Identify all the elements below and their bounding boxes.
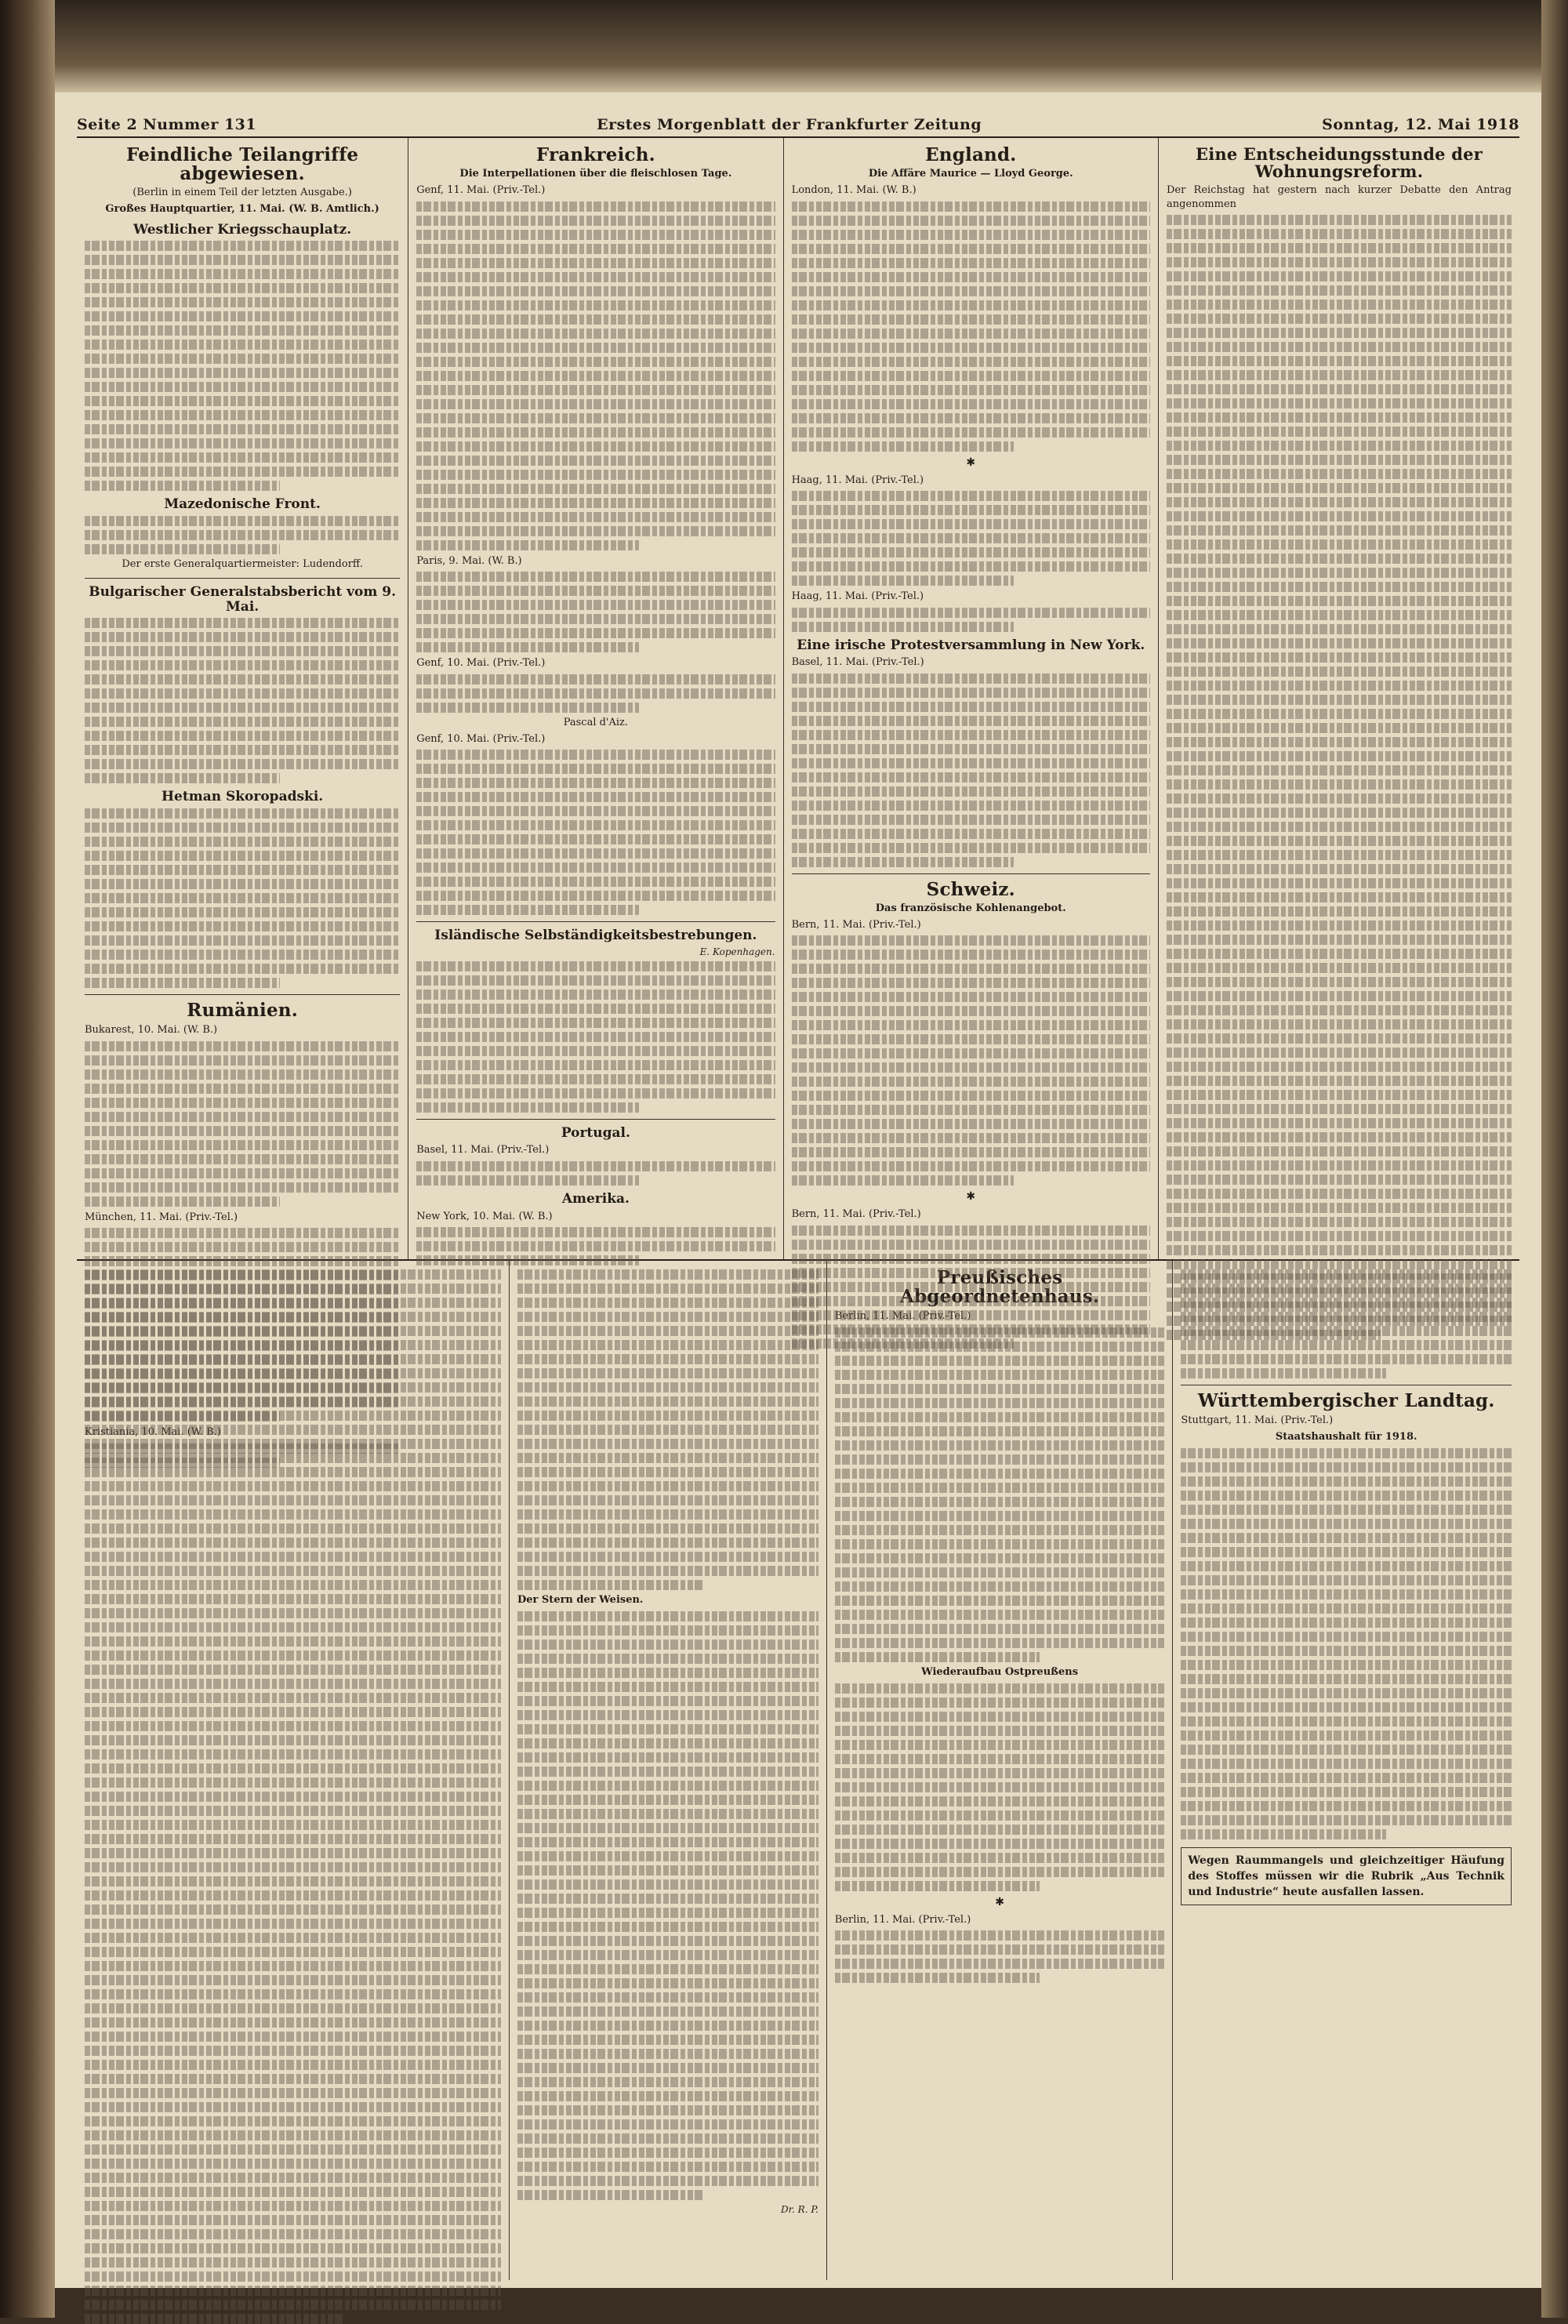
dateline: Haag, 11. Mai. (Priv.-Tel.) xyxy=(791,474,924,486)
dateline: London, 11. Mai. (W. B.) xyxy=(791,184,916,197)
dateline: Berlin, 11. Mai. (Priv.-Tel.) xyxy=(834,1913,971,1926)
article-title: Eine irische Protestversammlung in New York. xyxy=(797,637,1145,653)
article-subtitle: Wiederaufbau Ostpreußens xyxy=(921,1665,1079,1678)
separator-star-icon: ✱ xyxy=(966,1190,976,1204)
article-title: Feindliche Teilangriffe abgewiesen. xyxy=(125,144,359,185)
dateline: Kristiania, 10. Mai. (W. B.) xyxy=(85,1426,221,1439)
article-title: Rumänien. xyxy=(187,1000,298,1022)
article-subtitle: Die Affäre Maurice — Lloyd George. xyxy=(868,168,1073,180)
article-subtitle: (Berlin in einem Teil der letzten Ausgabe.) xyxy=(132,187,352,199)
article-title: Isländische Selbständigkeitsbestrebungen. xyxy=(434,928,757,944)
article-title: Bulgarischer Generalstabsbericht vom 9. Mai. xyxy=(89,583,396,615)
dateline: Berlin, 11. Mai. (Priv.-Tel.) xyxy=(834,1310,971,1323)
separator-star-icon: ✱ xyxy=(966,456,976,469)
article-subtitle: Das französische Kohlenangebot. xyxy=(875,902,1066,915)
header-page-number: Seite 2 Nummer 131 xyxy=(77,116,257,133)
newspaper-page xyxy=(55,93,1541,2288)
signoff: Der erste Generalquartiermeister: Ludendorff. xyxy=(122,558,363,571)
feuilleton-column-2 xyxy=(510,1261,827,2280)
article-subtitle: Staatshaushalt für 1918. xyxy=(1275,1430,1417,1443)
feuilleton-author: Dr. R. P. xyxy=(781,2203,818,2215)
article-title: Preußisches Abgeordnetenhaus. xyxy=(899,1267,1100,1308)
dateline: Haag, 11. Mai. (Priv.-Tel.) xyxy=(791,590,924,603)
prussian-parliament-column xyxy=(827,1261,1174,2280)
book-binding xyxy=(0,0,55,2318)
notice-text: Wegen Raummangels und gleichzeitiger Häufung des Stoffes müssen wir die Rubrik „Aus Technik und Industrie“ heute ausfallen lassen. xyxy=(1188,1854,1504,1899)
dateline: Basel, 11. Mai. (Priv.-Tel.) xyxy=(791,656,924,669)
header-date: Sonntag, 12. Mai 1918 xyxy=(1322,116,1519,133)
article-title: Portugal. xyxy=(561,1124,630,1141)
article-title: Frankreich. xyxy=(535,144,655,165)
dateline: München, 11. Mai. (Priv.-Tel.) xyxy=(85,1211,238,1223)
dateline: Stuttgart, 11. Mai. (Priv.-Tel.) xyxy=(1181,1414,1334,1427)
article-title: Eine Entscheidungsstunde der Wohnungsreform. xyxy=(1195,144,1483,182)
editorial-notice xyxy=(1181,1847,1512,1906)
column-2 xyxy=(408,138,783,1259)
column-4 xyxy=(1159,138,1519,1259)
page-top-shadow xyxy=(55,0,1541,93)
dateline: New York, 10. Mai. (W. B.) xyxy=(416,1210,553,1222)
dateline: Großes Hauptquartier, 11. Mai. (W. B. Amtlich.) xyxy=(105,203,379,216)
dateline: Genf, 10. Mai. (Priv.-Tel.) xyxy=(416,732,546,745)
separator-star-icon: ✱ xyxy=(995,1895,1004,1908)
article-title: England. xyxy=(925,144,1017,165)
column-3 xyxy=(784,138,1159,1259)
feuilleton-column-1 xyxy=(77,1261,510,2280)
article-title: Amerika. xyxy=(561,1191,630,1207)
section-title: Mazedonische Front. xyxy=(164,496,321,513)
page-right-edge xyxy=(1541,0,1568,2318)
dateline: Genf, 10. Mai. (Priv.-Tel.) xyxy=(416,657,546,670)
dateline: Bern, 11. Mai. (Priv.-Tel.) xyxy=(791,1208,921,1221)
article-subtitle: Die Interpellationen über die fleischlosen Tage. xyxy=(459,168,732,180)
dateline: Paris, 9. Mai. (W. B.) xyxy=(416,554,522,567)
lower-columns xyxy=(77,1261,1519,2280)
article-title: Hetman Skoropadski. xyxy=(161,789,324,805)
feuilleton-title: Der Stern der Weisen. xyxy=(517,1594,644,1606)
dateline: Basel, 11. Mai. (Priv.-Tel.) xyxy=(416,1144,550,1157)
article-lead: Der Reichstag hat gestern nach kurzer Debatte den Antrag angenommen xyxy=(1166,184,1512,210)
dateline: Bukarest, 10. Mai. (W. B.) xyxy=(85,1024,218,1037)
dateline: Genf, 11. Mai. (Priv.-Tel.) xyxy=(416,184,546,197)
page-header xyxy=(77,102,1519,138)
section-title: Westlicher Kriegsschauplatz. xyxy=(133,221,352,238)
article-title: Württembergischer Landtag. xyxy=(1197,1390,1495,1411)
column-1 xyxy=(77,138,408,1439)
dateline: Bern, 11. Mai. (Priv.-Tel.) xyxy=(791,918,921,931)
article-title: Schweiz. xyxy=(926,878,1015,900)
header-paper-title: Erstes Morgenblatt der Frankfurter Zeitung xyxy=(597,116,982,133)
wuerttemberg-column xyxy=(1173,1261,1519,2280)
article-subtitle: Pascal d'Aiz. xyxy=(563,716,629,728)
article-author: E. Kopenhagen. xyxy=(699,946,775,957)
